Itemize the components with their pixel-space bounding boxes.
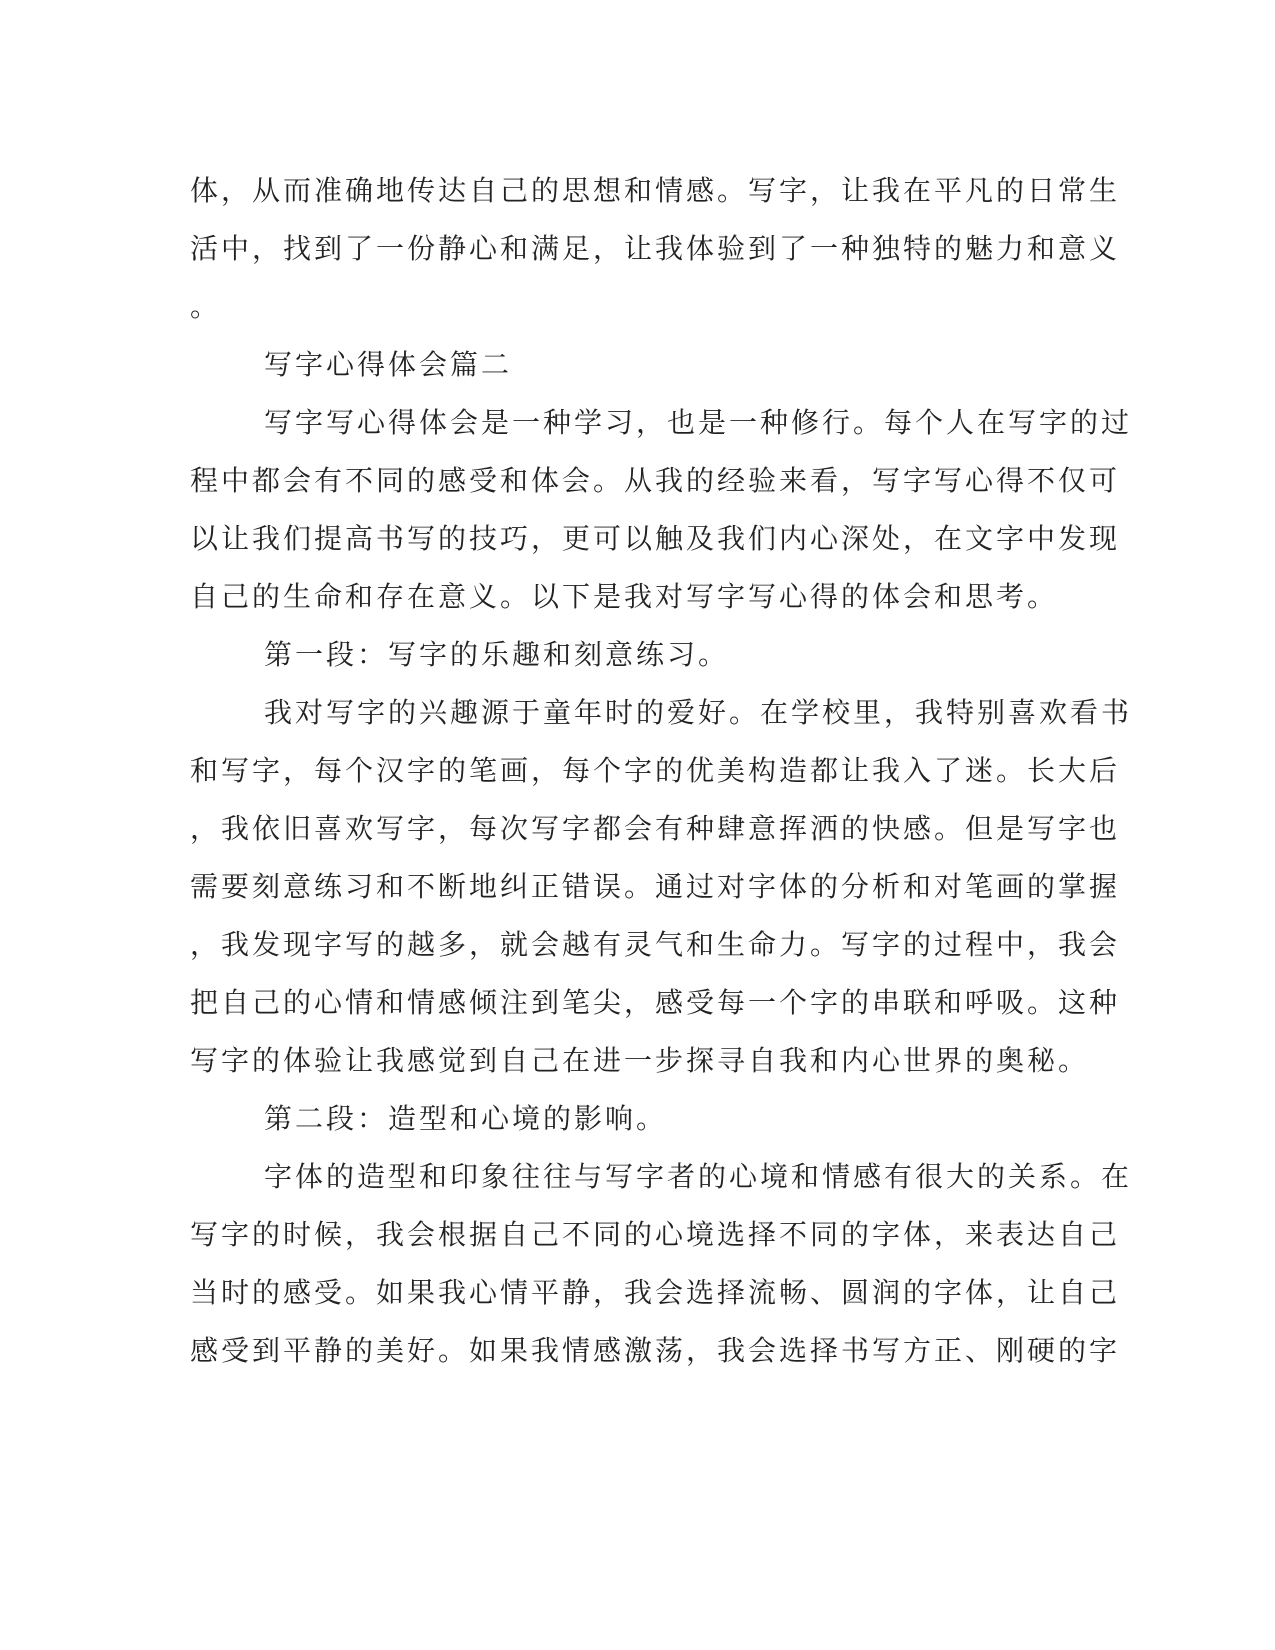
text-line: 活中，找到了一份静心和满足，让我体验到了一种独特的魅力和意义 <box>190 232 1121 265</box>
text-line: ，我发现字写的越多，就会越有灵气和生命力。写字的过程中，我会 <box>190 928 1121 961</box>
text-line: 当时的感受。如果我心情平静，我会选择流畅、圆润的字体，让自己 <box>190 1276 1121 1309</box>
text-line: 字体的造型和印象往往与写字者的心境和情感有很大的关系。在 <box>264 1160 1133 1193</box>
text-line: 程中都会有不同的感受和体会。从我的经验来看，写字写心得不仅可 <box>190 464 1121 497</box>
text-line: ，我依旧喜欢写字，每次写字都会有种肆意挥洒的快感。但是写字也 <box>190 812 1121 845</box>
text-line: 把自己的心情和情感倾注到笔尖，感受每一个字的串联和呼吸。这种 <box>190 986 1121 1019</box>
text-line: 体，从而准确地传达自己的思想和情感。写字，让我在平凡的日常生 <box>190 174 1121 207</box>
text-line: 需要刻意练习和不断地纠正错误。通过对字体的分析和对笔画的掌握 <box>190 870 1121 903</box>
text-line: 写字写心得体会是一种学习，也是一种修行。每个人在写字的过 <box>264 406 1133 439</box>
section-heading: 写字心得体会篇二 <box>264 348 513 381</box>
text-line: 自己的生命和存在意义。以下是我对写字写心得的体会和思考。 <box>190 580 1059 613</box>
text-line: 以让我们提高书写的技巧，更可以触及我们内心深处，在文字中发现 <box>190 522 1121 555</box>
body-text <box>190 162 1133 1380</box>
text-line: 写字的时候，我会根据自己不同的心境选择不同的字体，来表达自己 <box>190 1218 1121 1251</box>
paragraph-heading: 第二段：造型和心境的影响。 <box>264 1102 668 1135</box>
text-line: 。 <box>190 290 222 323</box>
text-line: 感受到平静的美好。如果我情感激荡，我会选择书写方正、刚硬的字 <box>190 1334 1121 1367</box>
text-line: 写字的体验让我感觉到自己在进一步探寻自我和内心世界的奥秘。 <box>190 1044 1090 1077</box>
paragraph-heading: 第一段：写字的乐趣和刻意练习。 <box>264 638 730 671</box>
text-line: 我对写字的兴趣源于童年时的爱好。在学校里，我特别喜欢看书 <box>264 696 1133 729</box>
text-line: 和写字，每个汉字的笔画，每个字的优美构造都让我入了迷。长大后 <box>190 754 1121 787</box>
